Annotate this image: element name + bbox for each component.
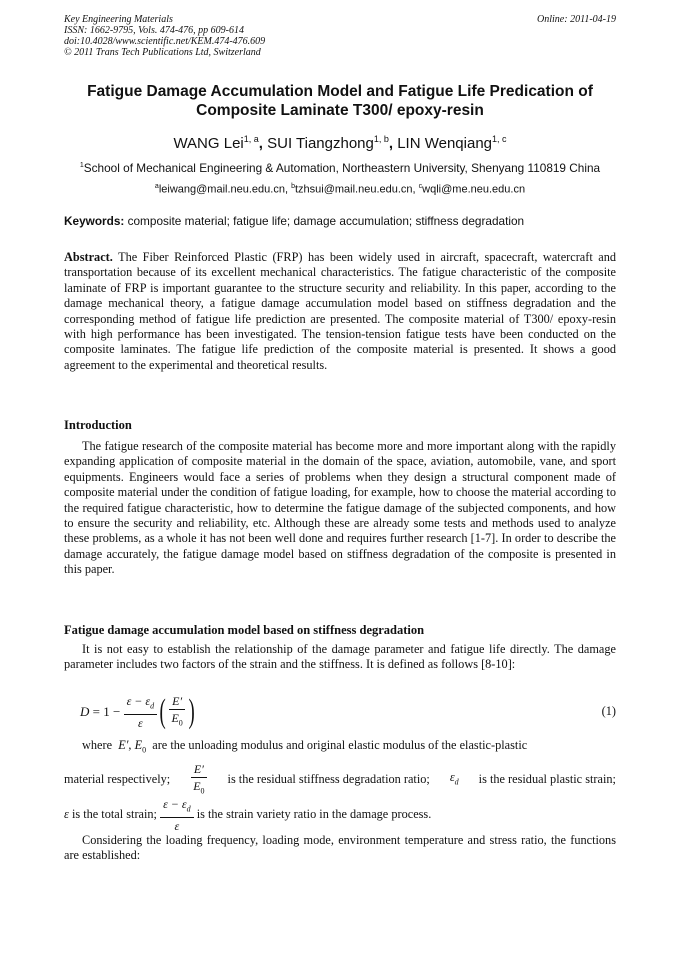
online-date: Online: 2011-04-19 [537, 14, 616, 25]
title-line-2: Composite Laminate T300/ epoxy-resin [196, 102, 484, 119]
author-list [64, 129, 616, 154]
section-heading-introduction: Introduction [64, 418, 132, 432]
eq-symbol: E′ [118, 738, 129, 752]
where-text: material respectively; [64, 772, 171, 787]
keywords [64, 214, 616, 228]
equation-1-body: D = 1 − $\frac{\varepsilon - \varepsilon_d}{\varepsilon}$ ( $\frac{E'}{E_0}$ ) [80, 693, 195, 731]
where-text: is the strain variety ratio in the damage process. [196, 807, 432, 822]
author-affiliation-mark: 1, c [492, 134, 507, 144]
journal-header [64, 14, 616, 58]
email-address[interactable]: tzhsui@mail.neu.edu.cn, [294, 183, 416, 196]
author-separator: , [388, 135, 398, 152]
doi-line: doi:10.4028/www.scientific.net/KEM.474-476.609 [64, 36, 266, 47]
damage-model-paragraph: It is not easy to establish the relationship of the damage parameter and fatigue life directly. The damage parameter includes two factors of the strain and the stiffness. It is defined as follows [8-10]: [64, 642, 616, 672]
paper-title [64, 82, 616, 120]
where-text: is the residual stiffness degradation ratio; [227, 772, 430, 787]
eq-symbol: E [134, 738, 143, 752]
equation-1 [80, 688, 616, 736]
author-name: LIN Wenqiang [397, 135, 493, 152]
where-line-1: where E′, $E_0$ are the unloading modulus and original elastic modulus of the elastic-plastic [82, 738, 528, 755]
equation-number: (1) [601, 704, 616, 718]
email-mark: c [418, 183, 423, 190]
eq-fraction: $\frac{E'}{E_0}$ [168, 694, 185, 730]
author-name: SUI Tiangzhong [267, 135, 374, 152]
author-affiliation-mark: 1, b [373, 134, 389, 144]
email-mark: b [291, 183, 295, 190]
abstract-text: The Fiber Reinforced Plastic (FRP) has been widely used in aircraft, spacecraft, watercraft and transportation because of its excellent mechanical characteristics. The fatigue characteristic of the composite laminate of FRP is important guarantee to the structure security and reliability. In this paper, according to the damage mechanical theory, a fatigue damage accumulation model based on stiffness degradation and the corresponding method of fatigue life prediction are presented. The composite material of T300/ epoxy-resin with high performance has been investigated. The tension-tension fatigue tests have been conducted on the composite laminates. The fatigue life prediction of the composite material is presented. It shows a good agreement to the experimental and theoretical results. [64, 250, 616, 372]
journal-name: Key Engineering Materials [64, 14, 173, 25]
considering-paragraph: Considering the loading frequency, loading mode, environment temperature and stress ratio, the functions are established: [64, 833, 616, 863]
eq-fraction: $\frac{\varepsilon - \varepsilon_d}{\varepsilon}$ [160, 797, 194, 833]
where-line-2 [64, 762, 616, 798]
eq-fraction: $\frac{E'}{E_0}$ [190, 762, 207, 798]
abstract [64, 250, 616, 373]
email-mark: a [154, 183, 159, 190]
author-separator: , [258, 135, 268, 152]
author-emails [64, 180, 616, 197]
affiliation-text: School of Mechanical Engineering & Automation, Northeastern University, Shenyang 110819 China [83, 160, 601, 175]
eq-symbol: ε [64, 807, 69, 822]
keywords-label: Keywords: [64, 214, 125, 228]
where-text: is the total strain; [71, 807, 157, 822]
copyright-line: © 2011 Trans Tech Publications Ltd, Switzerland [64, 47, 261, 58]
affiliation-mark: 1 [79, 162, 84, 169]
introduction-paragraph: The fatigue research of the composite material has become more and more important along with the rapidly expanding application of composite material in the domain of the space, aviation, automobile, vane, and sport equipments. Engineers would face a series of problems when they design a structural component made of composite material under the condition of fatigue loading, for example, how to choose the material according to the required fatigue characteristic, how to determine the fatigue damage of the subjected components, and how to ensure the security and reliability, etc. Although these are already some tests and methods used to analyze these problems, as a whole it has not been well done and requires further research [1-7]. In order to describe the damage accurately, the fatigue damage model based on stiffness degradation of the composite is presented in this paper. [64, 439, 616, 577]
email-address[interactable]: leiwang@mail.neu.edu.cn, [158, 183, 289, 196]
abstract-label: Abstract. [64, 250, 113, 264]
email-address[interactable]: wqli@me.neu.edu.cn [422, 183, 526, 196]
where-line-3 [64, 797, 616, 833]
where-text: where [82, 738, 113, 752]
where-text: is the residual plastic strain; [478, 772, 616, 787]
keywords-text: composite material; fatigue life; damage accumulation; stiffness degradation [127, 214, 525, 228]
affiliation [62, 159, 618, 175]
eq-symbol: D [80, 704, 90, 719]
eq-paren-left: ( [159, 693, 166, 730]
author-affiliation-mark: 1, a [243, 134, 259, 144]
author-name: WANG Lei [173, 135, 244, 152]
eq-fraction: $\frac{\varepsilon - \varepsilon_d}{\varepsilon}$ [124, 694, 158, 730]
eq-symbol: $\varepsilon_d$ [449, 770, 459, 787]
section-heading-damage-model: Fatigue damage accumulation model based on stiffness degradation [64, 623, 425, 637]
eq-paren-right: ) [188, 693, 195, 730]
title-line-1: Fatigue Damage Accumulation Model and Fatigue Life Predication of [87, 83, 593, 100]
issn-line: ISSN: 1662-9795, Vols. 474-476, pp 609-614 [64, 25, 244, 36]
where-text: are the unloading modulus and original elastic modulus of the elastic-plastic [152, 738, 528, 752]
